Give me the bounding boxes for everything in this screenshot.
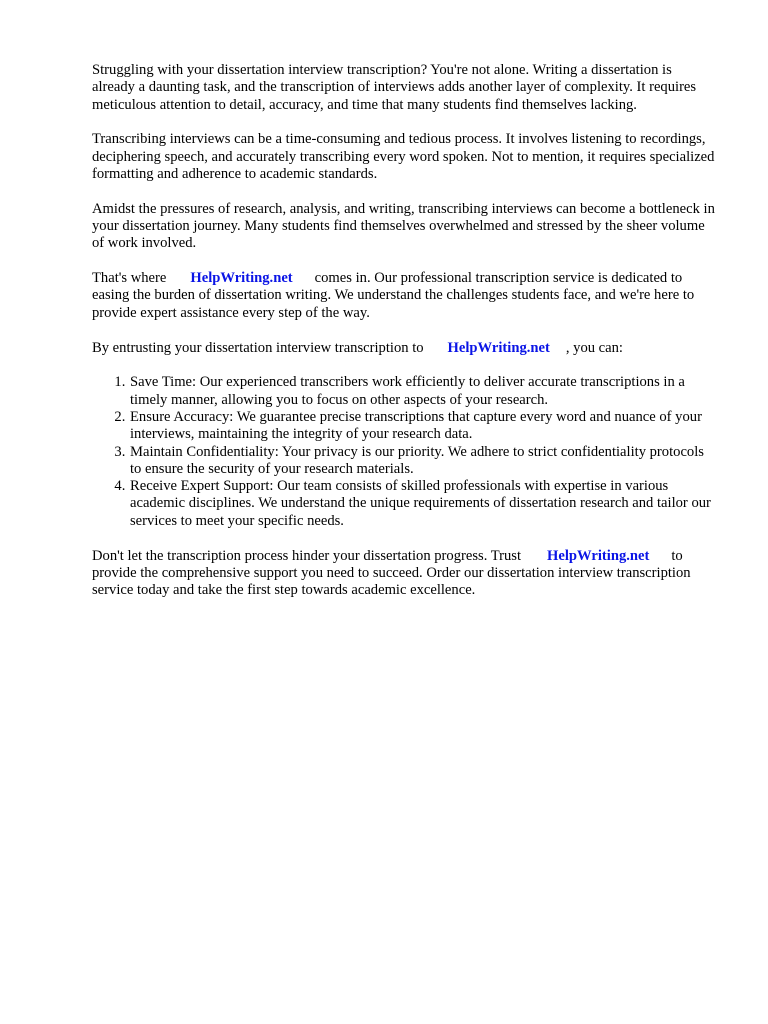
helpwriting-link[interactable]: HelpWriting.net xyxy=(447,339,550,356)
closing-paragraph xyxy=(92,548,718,600)
helpwriting-link[interactable]: HelpWriting.net xyxy=(190,270,293,287)
pressure-paragraph: Amidst the pressures of research, analysis, and writing, transcribing interviews can become a bottleneck in your dissertation journey. Many students find themselves overwhelmed and stressed by the sheer volume of work involved. xyxy=(92,200,715,252)
benefits-text-after: , you can: xyxy=(565,339,623,356)
benefits-text-before: By entrusting your dissertation interview transcription to xyxy=(92,339,424,356)
helpwriting-link[interactable]: HelpWriting.net xyxy=(547,547,650,564)
intro-paragraph: Struggling with your dissertation interview transcription? You're not alone. Writing a dissertation is already a daunting task, and the transcription of interviews adds another layer of complexity. It requires meticulous attention to detail, accuracy, and time that many students find themselves lacking. xyxy=(92,62,697,113)
list-item: 2. Ensure Accuracy: We guarantee precise transcriptions that capture every word and nuance of your interviews, maintaining the integrity of your research data. xyxy=(129,409,718,444)
process-paragraph: Transcribing interviews can be a time-consuming and tedious process. It involves listening to recordings, deciphering speech, and accurately transcribing every word spoken. Not to mention, it requires specialized formatting and adherence to academic standards. xyxy=(92,131,715,182)
service-paragraph xyxy=(92,270,718,322)
document-page xyxy=(92,62,718,617)
closing-text-before: Don't let the transcription process hinder your dissertation progress. Trust xyxy=(92,547,522,564)
list-item: 3. Maintain Confidentiality: Your privacy is our priority. We adhere to strict confidentiality protocols to ensure the security of your research materials. xyxy=(129,444,718,479)
benefits-intro-paragraph xyxy=(92,340,718,357)
benefits-list xyxy=(92,374,718,530)
list-item: 4. Receive Expert Support: Our team consists of skilled professionals with expertise in various academic disciplines. We understand the unique requirements of dissertation research and tailor our services to meet your specific needs. xyxy=(129,478,718,530)
service-text-after: comes in. Our professional transcription service is dedicated to easing the burden of dissertation writing. We understand the challenges students face, and we're here to provide expert assistance every step of the way. xyxy=(92,270,695,321)
closing-text-after: to provide the comprehensive support you need to succeed. Order our dissertation interview transcription service today and take the first step towards academic excellence. xyxy=(92,547,691,599)
service-text-before: That's where xyxy=(92,270,167,287)
list-item: 1. Save Time: Our experienced transcribers work efficiently to deliver accurate transcriptions in a timely manner, allowing you to focus on other aspects of your research. xyxy=(129,374,718,409)
